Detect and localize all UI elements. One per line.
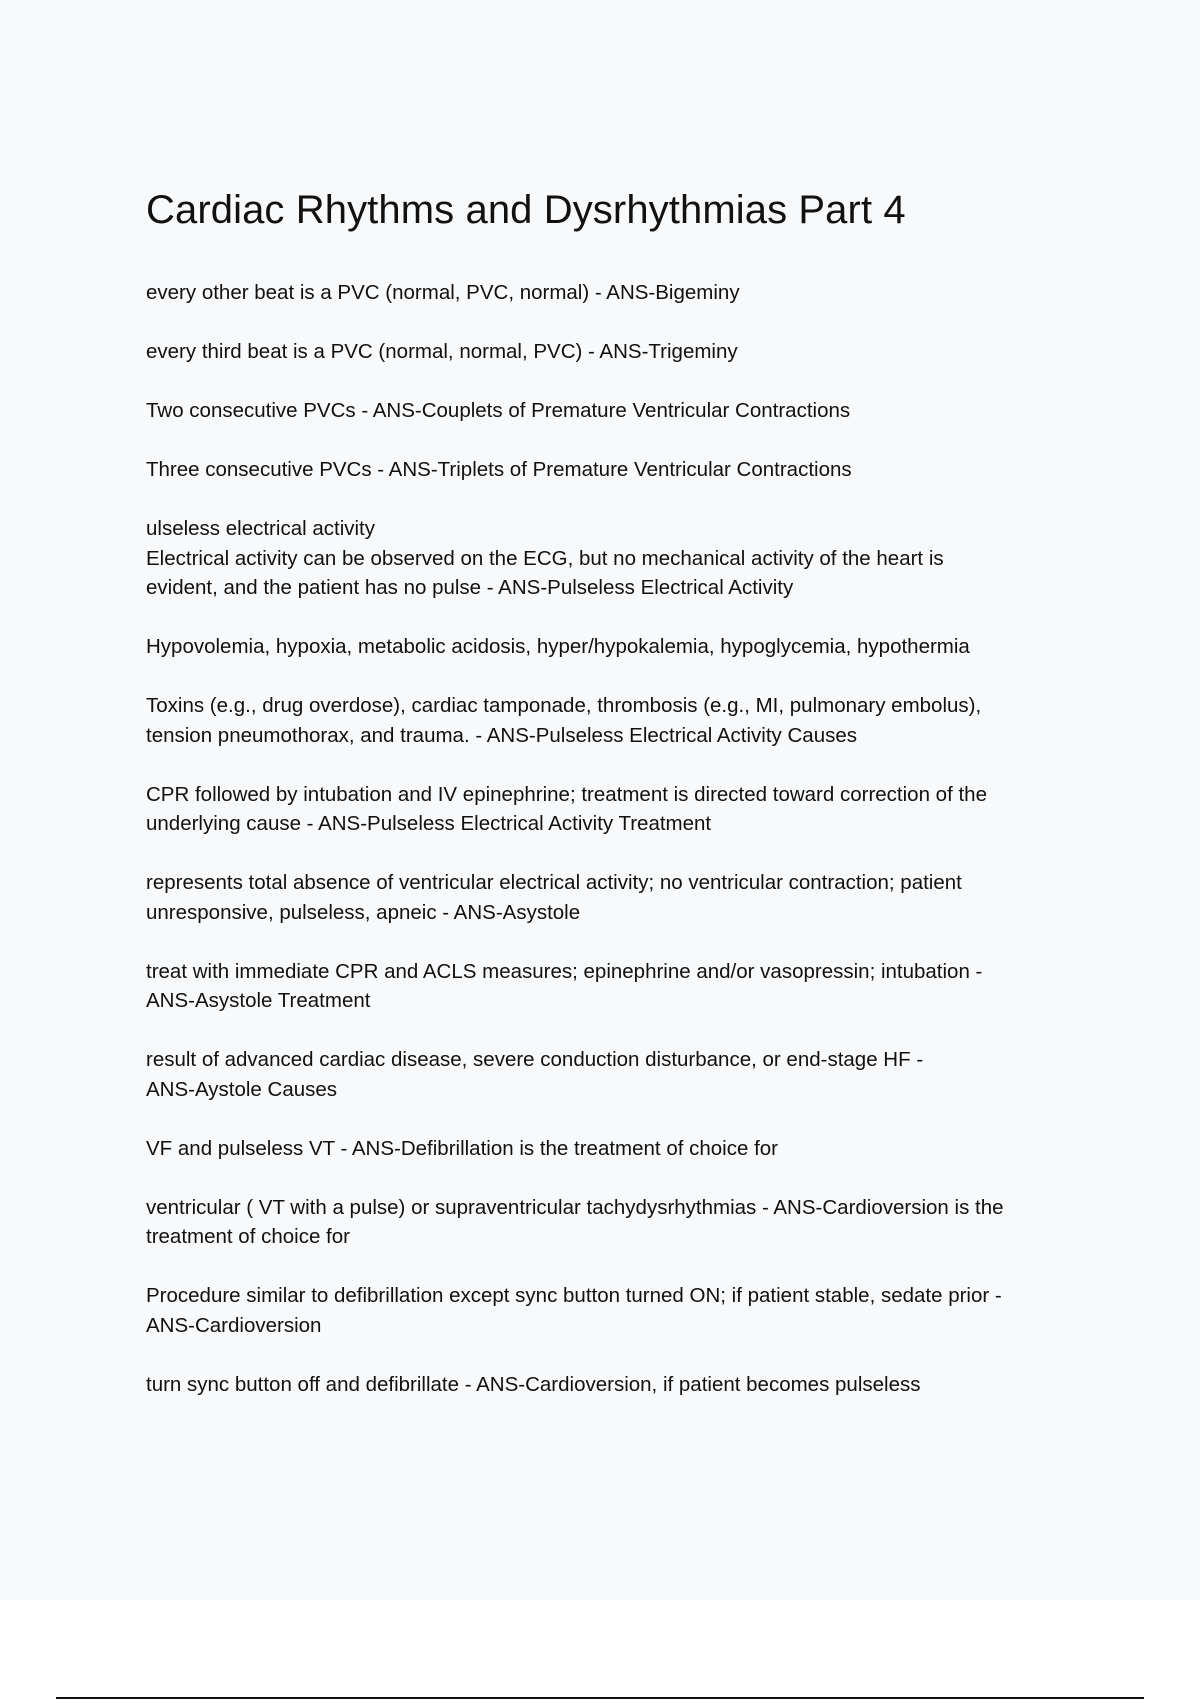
entry-line: Procedure similar to defibrillation except sync button turned ON; if patient stable, sedate prior - bbox=[146, 1284, 1002, 1307]
entry-line: Electrical activity can be observed on the ECG, but no mechanical activity of the heart is bbox=[146, 546, 944, 570]
flashcard-entry bbox=[146, 455, 1086, 485]
entry-line: ANS-Cardioversion bbox=[146, 1313, 322, 1337]
flashcard-entry bbox=[146, 396, 1086, 426]
entry-line: every third beat is a PVC (normal, normal, PVC) - ANS-Trigeminy bbox=[146, 340, 738, 363]
flashcard-entry bbox=[146, 514, 1086, 603]
entry-line: Two consecutive PVCs - ANS-Couplets of Premature Ventricular Contractions bbox=[146, 399, 851, 422]
document-title: Cardiac Rhythms and Dysrhythmias Part 4 bbox=[146, 188, 906, 232]
flashcard-entry bbox=[146, 337, 1086, 367]
entry-line: unresponsive, pulseless, apneic - ANS-Asystole bbox=[146, 900, 581, 924]
page-footer bbox=[0, 1600, 1200, 1700]
entry-line: represents total absence of ventricular electrical activity; no ventricular contraction; patient bbox=[146, 871, 962, 894]
entry-line: Three consecutive PVCs - ANS-Triplets of Premature Ventricular Contractions bbox=[146, 458, 852, 481]
entry-line: evident, and the patient has no pulse - ANS-Pulseless Electrical Activity bbox=[146, 576, 794, 599]
entry-line: tension pneumothorax, and trauma. - ANS-Pulseless Electrical Activity Causes bbox=[146, 723, 857, 747]
flashcard-entry bbox=[146, 868, 1086, 927]
entry-line: Hypovolemia, hypoxia, metabolic acidosis, hyper/hypokalemia, hypoglycemia, hypothermia bbox=[146, 635, 970, 658]
flashcard-entry bbox=[146, 1281, 1086, 1340]
entry-line: treat with immediate CPR and ACLS measures; epinephrine and/or vasopressin; intubation - bbox=[146, 959, 983, 983]
entry-line: treatment of choice for bbox=[146, 1225, 350, 1248]
flashcard-entry bbox=[146, 1193, 1086, 1252]
entry-line: ANS-Aystole Causes bbox=[146, 1077, 338, 1101]
entry-line: ventricular ( VT with a pulse) or supraventricular tachydysrhythmias - ANS-Cardioversion is the bbox=[146, 1195, 1004, 1219]
flashcard-entry bbox=[146, 278, 1086, 308]
entry-line: underlying cause - ANS-Pulseless Electrical Activity Treatment bbox=[146, 812, 712, 835]
flashcard-entry bbox=[146, 1370, 1086, 1400]
document-content bbox=[146, 186, 1086, 1429]
entry-line: ANS-Asystole Treatment bbox=[146, 989, 371, 1012]
entry-line: VF and pulseless VT - ANS-Defibrillation is the treatment of choice for bbox=[146, 1136, 778, 1160]
entry-line: turn sync button off and defibrillate - ANS-Cardioversion, if patient becomes pulseless bbox=[146, 1372, 921, 1396]
entry-line: CPR followed by intubation and IV epinephrine; treatment is directed toward correction of the bbox=[146, 782, 987, 806]
flashcard-entry bbox=[146, 780, 1086, 839]
footer-divider bbox=[56, 1697, 1144, 1699]
entry-line: Toxins (e.g., drug overdose), cardiac tamponade, thrombosis (e.g., MI, pulmonary embolus), bbox=[146, 694, 982, 717]
flashcard-entry bbox=[146, 1134, 1086, 1164]
flashcard-entry bbox=[146, 632, 1086, 662]
entry-list bbox=[146, 278, 1086, 1399]
entry-line: result of advanced cardiac disease, severe conduction disturbance, or end-stage HF - bbox=[146, 1048, 924, 1071]
entry-line: ulseless electrical activity bbox=[146, 517, 375, 540]
flashcard-entry bbox=[146, 957, 1086, 1016]
flashcard-entry bbox=[146, 691, 1086, 750]
entry-line: every other beat is a PVC (normal, PVC, normal) - ANS-Bigeminy bbox=[146, 281, 740, 304]
flashcard-entry bbox=[146, 1045, 1086, 1104]
